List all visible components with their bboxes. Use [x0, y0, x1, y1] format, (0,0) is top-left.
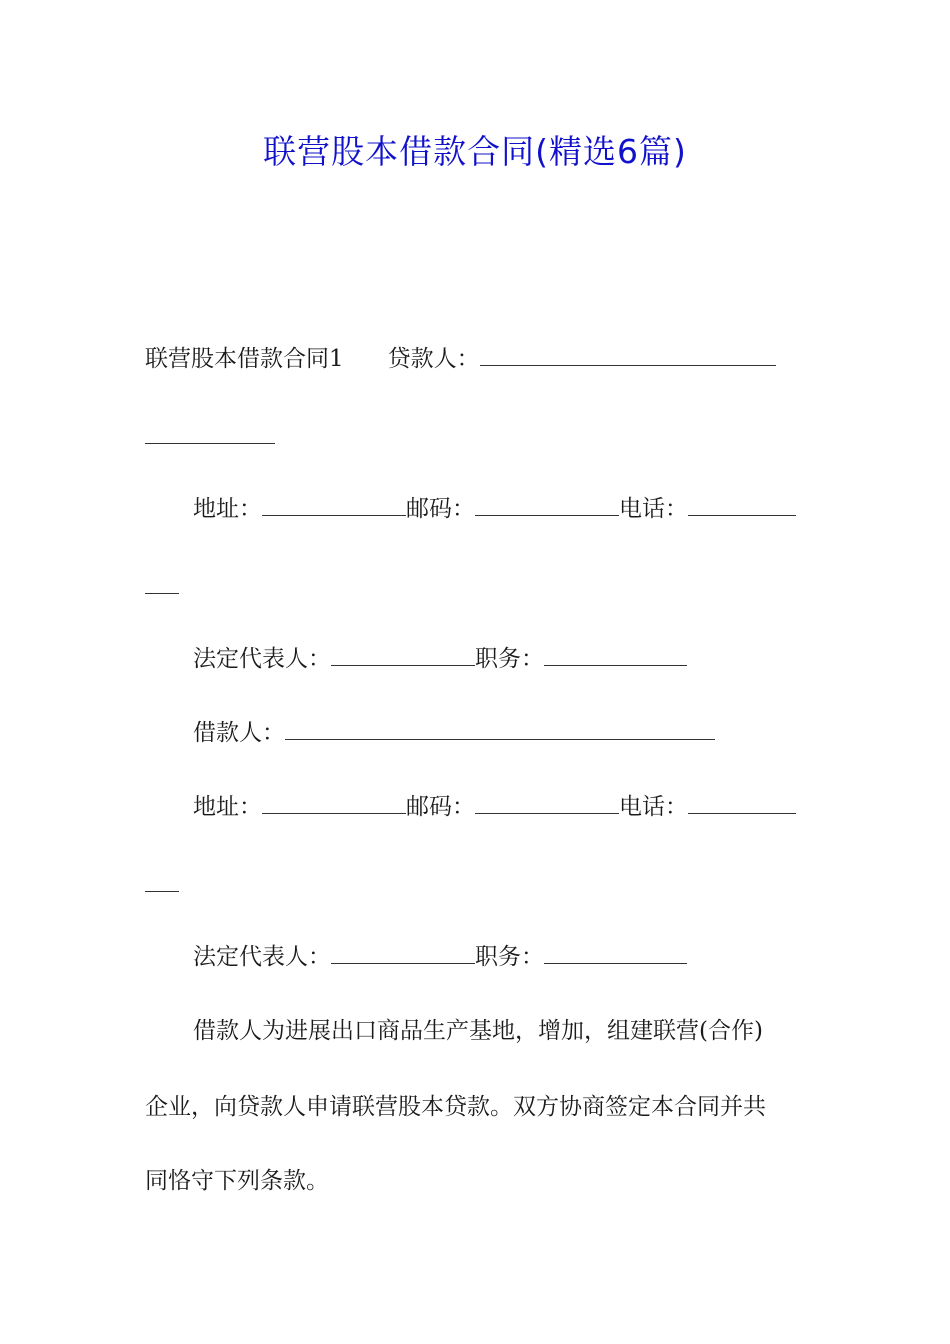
lender-phone-blank[interactable]	[688, 493, 796, 516]
legal-rep-label: 法定代表人：	[193, 944, 331, 970]
legal-rep-label: 法定代表人：	[193, 646, 331, 672]
lender-blank[interactable]	[480, 343, 776, 366]
lender-address-blank[interactable]	[262, 493, 406, 516]
borrower-legal-rep-row	[193, 941, 687, 973]
borrower-blank[interactable]	[285, 717, 715, 740]
borrower-row	[193, 717, 715, 749]
borrower-phone-blank[interactable]	[688, 791, 796, 814]
lender-blank-continued[interactable]	[145, 443, 275, 444]
position-label: 职务：	[475, 944, 544, 970]
borrower-address-blank[interactable]	[262, 791, 406, 814]
address-label: 地址：	[193, 794, 262, 820]
lender-label: 贷款人：	[387, 346, 480, 372]
lender-phone-blank-continued[interactable]	[145, 593, 179, 594]
postcode-label: 邮码：	[406, 794, 475, 820]
address-label: 地址：	[193, 496, 262, 522]
lender-legal-rep-row	[193, 643, 687, 675]
lender-postcode-blank[interactable]	[475, 493, 619, 516]
phone-label: 电话：	[619, 794, 688, 820]
phone-label: 电话：	[619, 496, 688, 522]
lender-position-blank[interactable]	[544, 643, 687, 666]
page-title: 联营股本借款合同(精选6篇)	[263, 132, 687, 171]
paragraph-line: 企业，向贷款人申请联营股本贷款。双方协商签定本合同并共	[145, 1094, 766, 1120]
postcode-label: 邮码：	[406, 496, 475, 522]
borrower-label: 借款人：	[193, 720, 285, 746]
borrower-address-row	[193, 791, 796, 823]
borrower-position-blank[interactable]	[544, 941, 687, 964]
borrower-postcode-blank[interactable]	[475, 791, 619, 814]
lender-row	[145, 343, 776, 375]
borrower-legal-rep-blank[interactable]	[331, 941, 475, 964]
borrower-phone-blank-continued[interactable]	[145, 891, 179, 892]
paragraph-line: 同恪守下列条款。	[145, 1168, 329, 1194]
lender-address-row	[193, 493, 796, 525]
paragraph-line: 借款人为进展出口商品生产基地，增加，组建联营(合作)	[193, 1018, 763, 1044]
lender-legal-rep-blank[interactable]	[331, 643, 475, 666]
contract-heading: 联营股本借款合同1	[145, 346, 344, 372]
position-label: 职务：	[475, 646, 544, 672]
